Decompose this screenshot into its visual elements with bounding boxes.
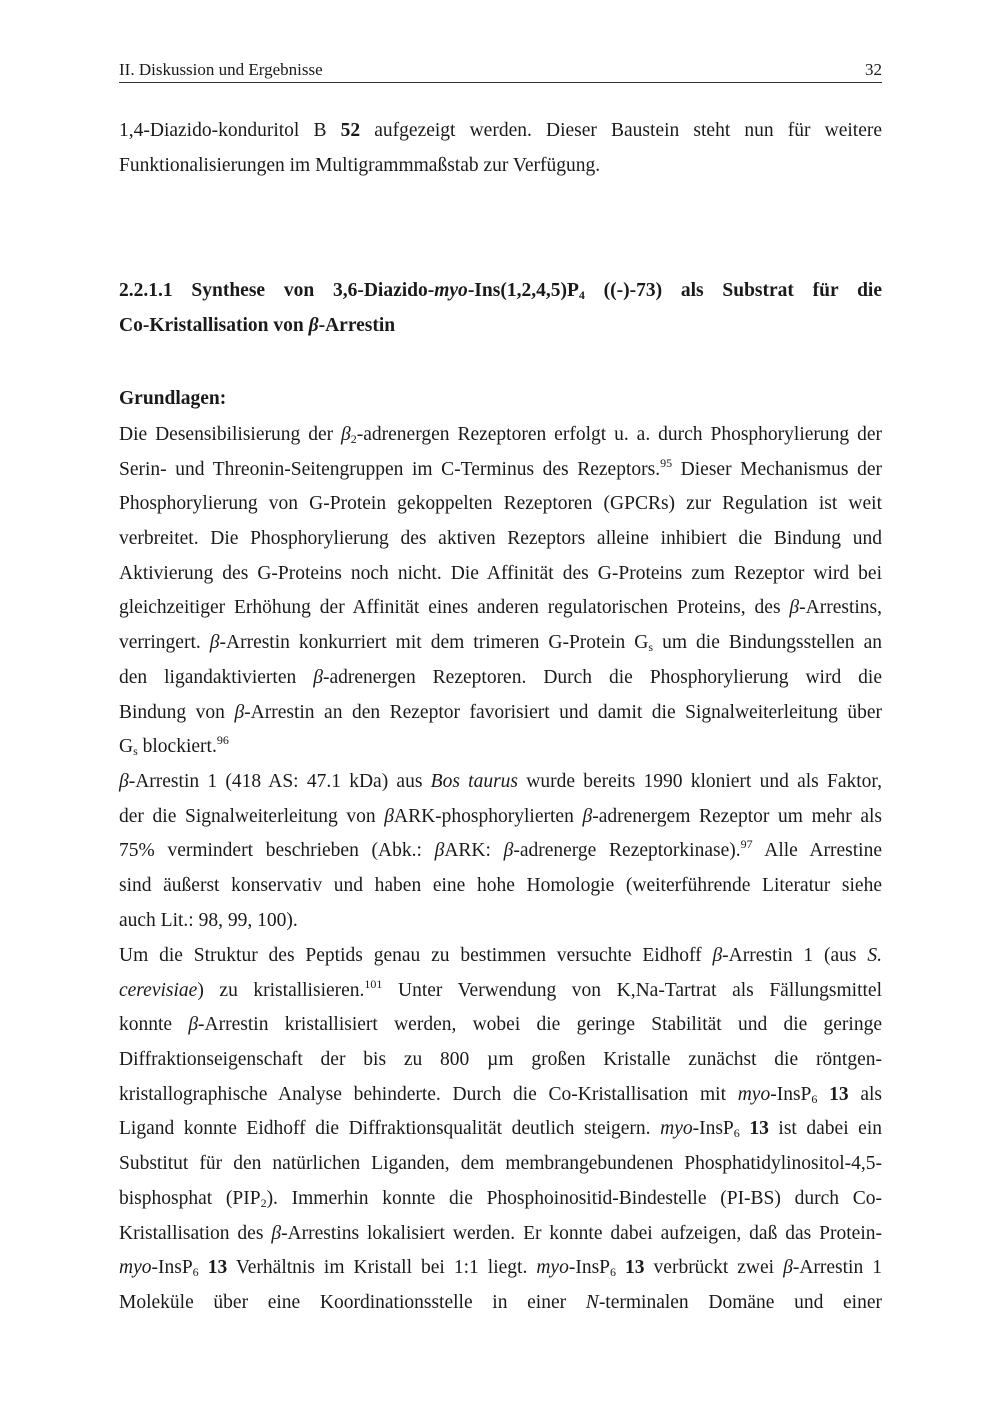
text-line: verringert. β-Arrestin konkurriert mit dem trimeren G-Protein $G_s$ um die Bindungsstellen an	[119, 632, 882, 655]
footnote-ref: 101	[364, 976, 383, 991]
text-line: Funktionalisierungen im Multigrammmaßstab zur Verfügung.	[119, 154, 601, 176]
paragraph-2	[119, 765, 882, 938]
section-heading	[119, 274, 882, 343]
intro-paragraph	[119, 114, 882, 183]
heading-line: 2.2.1.1 Synthese von $3,6-Diazido-myo-Ins(1,2,4,5)P_4$ ((-)-73) als Substrat für die	[119, 280, 883, 302]
text-line: kristallographische Analyse behinderte. Durch die Co-Kristallisation mit myo-InsP$_6$ 13 als	[119, 1083, 882, 1106]
text-line: 1,4-Diazido-konduritol B 52 aufgezeigt werden. Dieser Baustein steht nun für weitere	[119, 120, 883, 141]
text-line: den ligandaktivierten β-adrenergen Rezeptoren. Durch die Phosphorylierung wird die	[119, 666, 882, 688]
page-number: 32	[865, 60, 882, 79]
heading-line: Co-Kristallisation von β-Arrestin	[119, 314, 396, 336]
text-line: Substitut für den natürlichen Liganden, dem membrangebundenen Phosphatidylinositol-4,5-	[119, 1153, 882, 1175]
footnote-ref: 97	[740, 837, 753, 852]
text-line: Bindung von β-Arrestin an den Rezeptor favorisiert und damit die Signalweiterleitung über	[119, 701, 882, 723]
text-line: cerevisiae) zu kristallisieren.$^{101}$ Unter Verwendung von K,Na-Tartrat als Fällungsmittel	[119, 976, 882, 1001]
text-line: myo-InsP$_6$ 13 Verhältnis im Kristall bei 1:1 liegt. myo-InsP$_6$ 13 verbrückt zwei β-Arrestin 1	[119, 1257, 882, 1280]
text-line: Serin- und Threonin-Seitengruppen im C-Terminus des Rezeptors.$^{95}$ Dieser Mechanismus der	[119, 455, 882, 480]
text-line: Moleküle über eine Koordinationsstelle in einer N-terminalen Domäne und einer	[119, 1291, 882, 1313]
text-line: Um die Struktur des Peptids genau zu bestimmen versuchte Eidhoff β-Arrestin 1 (aus S.	[119, 945, 882, 966]
text-line: Kristallisation des β-Arrestins lokalisiert werden. Er konnte dabei aufzeigen, daß das Protein-	[119, 1222, 882, 1244]
text-line: bisphosphat $(PIP_2)$. Immerhin konnte die Phosphoinositid-Bindestelle (PI-BS) durch Co-	[119, 1187, 882, 1210]
text-line: β-Arrestin 1 (418 AS: 47.1 kDa) aus Bos taurus wurde bereits 1990 kloniert und als Faktor,	[119, 771, 882, 792]
text-line: sind äußerst konservativ und haben eine hohe Homologie (weiterführende Literatur siehe	[119, 875, 882, 897]
text-line: Ligand konnte Eidhoff die Diffraktionsqualität deutlich steigern. myo-InsP$_6$ 13 ist dabei ein	[119, 1118, 882, 1141]
text-line: konnte β-Arrestin kristallisiert werden, wobei die geringe Stabilität und die geringe	[119, 1014, 882, 1036]
text-line: 75% vermindert beschrieben (Abk.: βARK: β-adrenerge Rezeptorkinase).$^{97}$ Alle Arrestine	[119, 837, 882, 862]
text-line: Phosphorylierung von G-Protein gekoppelten Rezeptoren (GPCRs) zur Regulation ist weit	[119, 493, 882, 515]
text-line: auch Lit.: 98, 99, 100).	[119, 909, 298, 931]
text-line: Diffraktionseigenschaft der bis zu 800 µm großen Kristalle zunächst die röntgen-	[119, 1049, 882, 1071]
text-line: $G_s$ blockiert.$^{96}$	[119, 733, 229, 759]
text-line: der die Signalweiterleitung von βARK-phosphorylierten β-adrenergem Rezeptor um mehr als	[119, 805, 883, 827]
text-line: Die Desensibilisierung der $\beta_2$-adrenergen Rezeptoren erfolgt u. a. durch Phosphorylierung der	[119, 424, 882, 446]
text-line: Aktivierung des G-Proteins noch nicht. Die Affinität des G-Proteins zum Rezeptor wird bei	[119, 562, 882, 584]
text-line: verbreitet. Die Phosphorylierung des aktiven Rezeptors alleine inhibiert die Bindung und	[119, 528, 882, 550]
running-header	[119, 60, 882, 83]
paragraph-3	[119, 939, 882, 1321]
paragraph-1	[119, 418, 882, 765]
footnote-ref: 96	[216, 733, 229, 748]
subheading-grundlagen: Grundlagen:	[119, 388, 227, 409]
text-line: gleichzeitiger Erhöhung der Affinität eines anderen regulatorischen Proteins, des β-Arrestins,	[119, 597, 882, 619]
footnote-ref: 95	[660, 455, 673, 470]
chapter-title: II. Diskussion und Ergebnisse	[119, 60, 323, 79]
